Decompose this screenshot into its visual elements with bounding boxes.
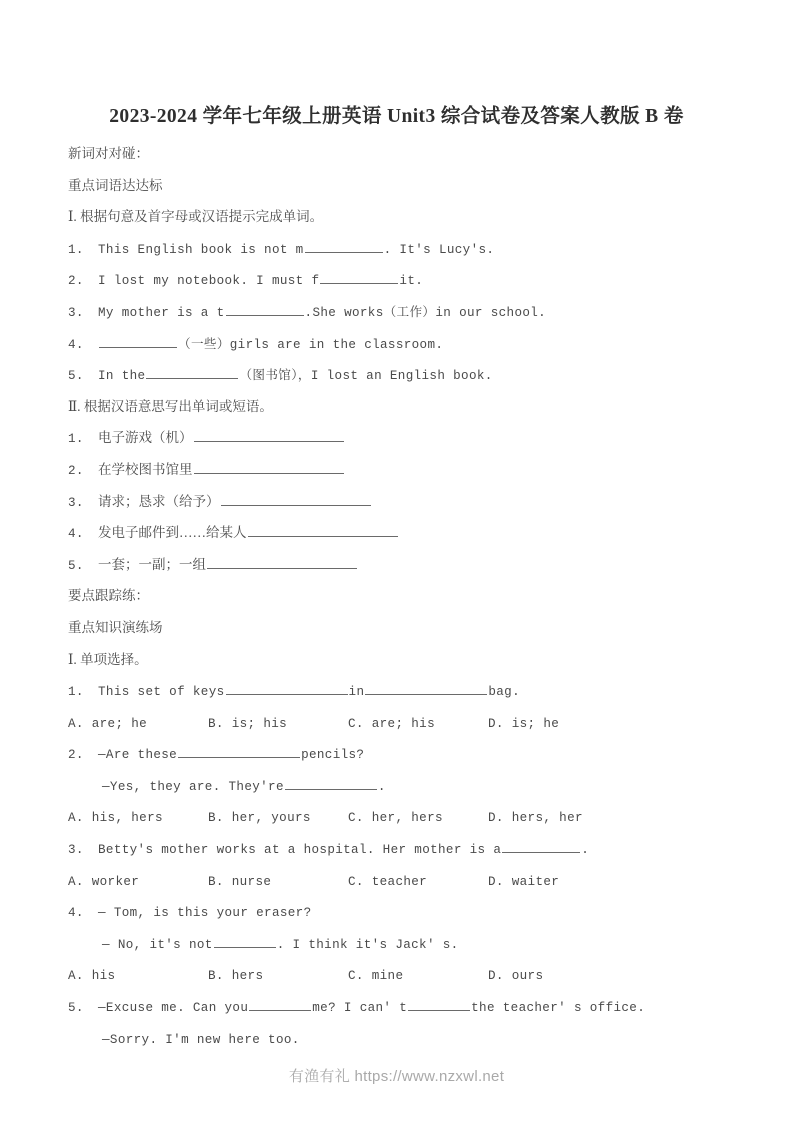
part2-question-1 [68,422,728,454]
answer-blank[interactable] [226,300,304,316]
document-body [68,138,728,1054]
part3-question-1 [68,675,728,707]
answer-blank[interactable] [99,332,177,348]
part3-question-4-reply [68,928,728,960]
answer-blank[interactable] [207,553,357,569]
part3-question-4 [68,896,728,928]
option-a[interactable]: A. worker [68,874,140,889]
part1-question-4 [68,328,728,360]
part3-question-3 [68,833,728,865]
option-b[interactable]: B. her, yours [208,811,311,826]
option-c[interactable]: C. her, hers [348,811,443,826]
instruction-part-3 [68,644,728,676]
option-b[interactable]: B. nurse [208,874,272,889]
option-c[interactable]: C. mine [348,969,404,984]
question-number: 3. [68,843,84,858]
question-text-a: —Excuse me. Can you [98,1001,249,1016]
answer-blank[interactable] [408,995,470,1011]
question-text-c: the teacher' s office. [471,1001,646,1016]
question-text-b: in [348,685,365,700]
option-a[interactable]: A. his [68,969,116,984]
instruction-part-2 [68,391,728,423]
part1-question-5 [68,359,728,391]
question-text-b: （一些）girls are in the classroom. [178,337,444,352]
option-d[interactable]: D. waiter [488,874,560,889]
answer-blank[interactable] [194,427,344,443]
question-text-c: . I think it's Jack' s. [276,937,459,952]
answer-blank[interactable] [320,269,398,285]
part2-instruction-text: Ⅱ. 根据汉语意思写出单词或短语。 [68,398,273,414]
part3-question-3-options [68,865,728,897]
answer-blank[interactable] [178,743,300,759]
question-number: 2. [68,748,84,763]
question-number: 1. [68,432,84,447]
vocab-header-text: 新词对对碰： [68,146,149,161]
part3-question-5-reply [68,1023,728,1055]
section-subheading-vocab [68,170,728,202]
part3-question-2 [68,738,728,770]
question-number: 3. [68,495,84,510]
question-text-a: In the [98,369,146,384]
question-text-a: — Tom, is this your eraser? [98,906,312,921]
question-text-b: . It's Lucy's. [383,242,495,257]
question-number: 2. [68,274,84,289]
answer-blank[interactable] [249,995,311,1011]
instruction-part-1 [68,201,728,233]
page-title: 2023-2024 学年七年级上册英语 Unit3 综合试卷及答案人教版 B 卷 [109,106,684,127]
answer-blank[interactable] [221,490,371,506]
answer-blank[interactable] [305,237,383,253]
part1-question-2 [68,264,728,296]
question-text: 在学校图书馆里 [98,461,193,477]
question-text-a: This set of keys [98,685,225,700]
option-c[interactable]: C. teacher [348,874,428,889]
option-b[interactable]: B. is; his [208,716,288,731]
question-text-b: .She works（工作）in our school. [304,305,547,320]
answer-blank[interactable] [214,932,276,948]
answer-blank[interactable] [146,363,238,379]
part1-question-3 [68,296,728,328]
option-b[interactable]: B. hers [208,969,264,984]
question-text-b: pencils? [301,748,365,763]
question-number: 4. [68,906,84,921]
vocab-subheader-text: 重点词语达达标 [68,177,163,193]
question-text: 发电子邮件到……给某人 [98,525,247,541]
part3-question-5 [68,991,728,1023]
part3-question-1-options [68,707,728,739]
practice-subheader-text: 重点知识演练场 [68,619,163,635]
part2-question-2 [68,454,728,486]
question-text-b: . [581,843,590,858]
part3-question-2-options [68,801,728,833]
question-number: 3. [68,305,84,320]
part3-question-4-options [68,959,728,991]
question-number: 1. [68,242,84,257]
part2-question-5 [68,549,728,581]
question-number: 5. [68,558,84,573]
part3-question-2-reply [68,770,728,802]
question-text-a: Betty's mother works at a hospital. Her mother is a [98,843,502,858]
part1-instruction-text: Ⅰ. 根据句意及首字母或汉语提示完成单词。 [68,209,324,225]
question-text-a: —Are these [98,748,178,763]
section-subheading-practice [68,612,728,644]
question-text-c: —Yes, they are. They're [102,779,284,794]
question-number: 2. [68,463,84,478]
question-number: 5. [68,1001,84,1016]
part2-question-3 [68,486,728,518]
option-d[interactable]: D. hers, her [488,811,583,826]
question-text-a: This English book is not m [98,242,304,257]
question-text: 请求；恳求（给予） [98,493,220,509]
answer-blank[interactable] [226,679,348,695]
answer-blank[interactable] [502,837,580,853]
question-text: 一套；一副；一组 [98,556,206,572]
option-c[interactable]: C. are; his [348,716,435,731]
question-text-a: My mother is a t [98,305,225,320]
option-a[interactable]: A. are; he [68,716,148,731]
question-text-b: it. [399,274,424,289]
question-text-c: bag. [488,685,520,700]
option-a[interactable]: A. his, hers [68,811,163,826]
question-text-b: me? I can' t [312,1001,408,1016]
question-number: 4. [68,527,84,542]
part1-question-1 [68,233,728,265]
footer-watermark: 有渔有礼 https://www.nzxwl.net [288,1068,505,1085]
option-d[interactable]: D. is; he [488,716,560,731]
question-text-b: （图书馆），I lost an English book. [239,369,493,384]
question-text: 电子游戏（机） [98,430,193,446]
section-heading-practice [68,580,728,612]
part2-question-4 [68,517,728,549]
question-number: 1. [68,685,84,700]
answer-blank[interactable] [248,521,398,537]
part3-instruction-text: Ⅰ. 单项选择。 [68,651,148,667]
practice-header-text: 要点跟踪练： [68,588,149,604]
answer-blank[interactable] [365,679,487,695]
question-text-d: —Sorry. I'm new here too. [102,1032,300,1047]
question-number: 5. [68,369,84,384]
option-d[interactable]: D. ours [488,969,544,984]
question-text-a: I lost my notebook. I must f [98,274,320,289]
question-number: 4. [68,337,84,352]
question-text-d: . [377,779,386,794]
answer-blank[interactable] [194,458,344,474]
section-heading-vocab [68,138,728,170]
answer-blank[interactable] [285,774,377,790]
question-text-b: — No, it's not [102,937,213,952]
